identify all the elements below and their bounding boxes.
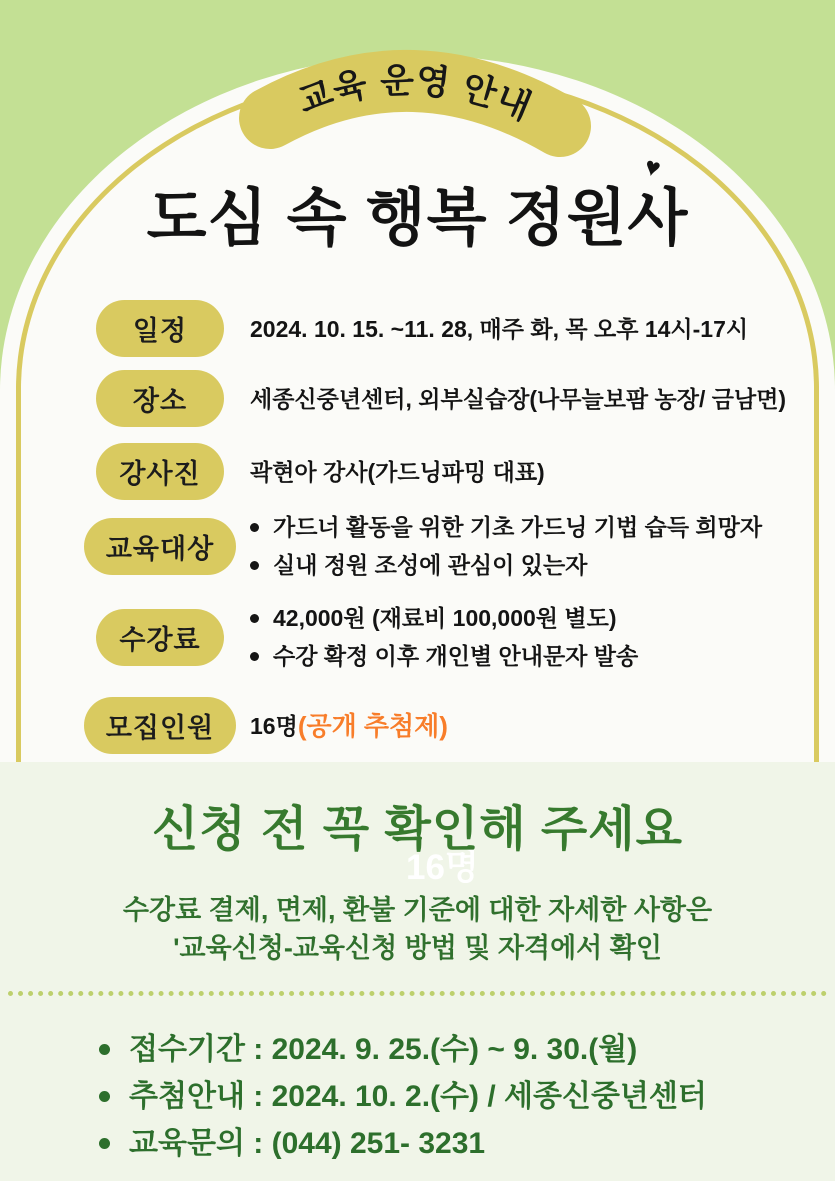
row-content — [250, 380, 786, 418]
notice-item — [99, 1026, 835, 1073]
info-row — [72, 508, 811, 584]
row-label-pill: 수강료 — [96, 609, 224, 666]
info-rows — [72, 300, 811, 754]
row-content-line — [250, 707, 448, 745]
row-label-column — [72, 697, 248, 754]
row-content-line — [250, 453, 545, 491]
notice-section — [0, 762, 835, 1181]
bullet-dot — [99, 1091, 110, 1102]
bullet-dot — [250, 523, 259, 532]
row-label-column — [72, 518, 248, 575]
info-row — [72, 370, 811, 427]
row-content-line — [250, 380, 786, 418]
info-row — [72, 300, 811, 357]
info-row — [72, 697, 811, 754]
row-text: 곽현아 강사(가드닝파밍 대표) — [250, 458, 545, 485]
notice-item-text: 접수기간 : 2024. 9. 25.(수) ~ 9. 30.(월) — [129, 1033, 638, 1066]
notice-subtext — [0, 891, 835, 967]
bullet-dot — [99, 1138, 110, 1149]
row-text: 2024. 10. 15. ~11. 28, 매주 화, 목 오후 14시-17시 — [250, 315, 749, 342]
row-content — [250, 599, 638, 675]
bullet-dot — [250, 561, 259, 570]
row-content — [250, 310, 748, 348]
notice-subtext-line1: 수강료 결제, 면제, 환불 기준에 대한 자세한 사항은 — [122, 895, 713, 925]
row-content — [250, 707, 448, 745]
row-label-pill: 장소 — [96, 370, 224, 427]
row-content-line — [250, 508, 762, 546]
highlight-text: (공개 추첨제) — [297, 710, 448, 741]
bullet-dot — [99, 1044, 110, 1055]
row-content-line — [250, 637, 638, 675]
row-label-column — [72, 609, 248, 666]
info-row — [72, 443, 811, 500]
info-row — [72, 599, 811, 675]
notice-heading: 신청 전 꼭 확인해 주세요 — [151, 803, 684, 856]
row-text: 세종신중년센터, 외부실습장(나무늘보팜 농장/ 금남면) — [250, 385, 787, 412]
notice-item-text: 추첨안내 : 2024. 10. 2.(수) / 세종신중년센터 — [129, 1080, 707, 1113]
notice-item — [99, 1120, 835, 1167]
poster-title: 도심 속 행복 정원사 — [146, 184, 689, 253]
notice-item — [99, 1073, 835, 1120]
row-text: 수강 확정 이후 개인별 안내문자 발송 — [273, 643, 639, 669]
row-content — [250, 453, 545, 491]
row-label-column — [72, 300, 248, 357]
row-content-line — [250, 310, 748, 348]
row-label-pill: 일정 — [96, 300, 224, 357]
row-label-column — [72, 443, 248, 500]
row-label-pill: 교육대상 — [84, 518, 236, 575]
notice-list — [99, 1026, 835, 1167]
badge-label: 교육 운영 안내 — [293, 60, 539, 129]
row-content-line — [250, 599, 638, 637]
row-content — [250, 508, 762, 584]
row-label-pill: 강사진 — [96, 443, 224, 500]
heart-icon: ♥ — [641, 150, 664, 184]
row-label-pill: 모집인원 — [84, 697, 236, 754]
bullet-dot — [250, 652, 259, 661]
row-text: 가드너 활동을 위한 기초 가드닝 기법 습득 희망자 — [273, 514, 763, 540]
dotted-divider — [8, 991, 827, 996]
row-label-column — [72, 370, 248, 427]
bullet-dot — [250, 614, 259, 623]
row-text: 실내 정원 조성에 관심이 있는자 — [273, 552, 588, 578]
notice-subtext-line2: '교육신청-교육신청 방법 및 자격에서 확인 — [173, 933, 662, 963]
row-text: 16명 — [250, 712, 298, 739]
row-content-line — [250, 546, 762, 584]
ghost-watermark-text: 16명 — [406, 848, 479, 887]
row-text: 42,000원 (재료비 100,000원 별도) — [273, 605, 617, 631]
notice-item-text: 교육문의 : (044) 251- 3231 — [129, 1127, 486, 1160]
